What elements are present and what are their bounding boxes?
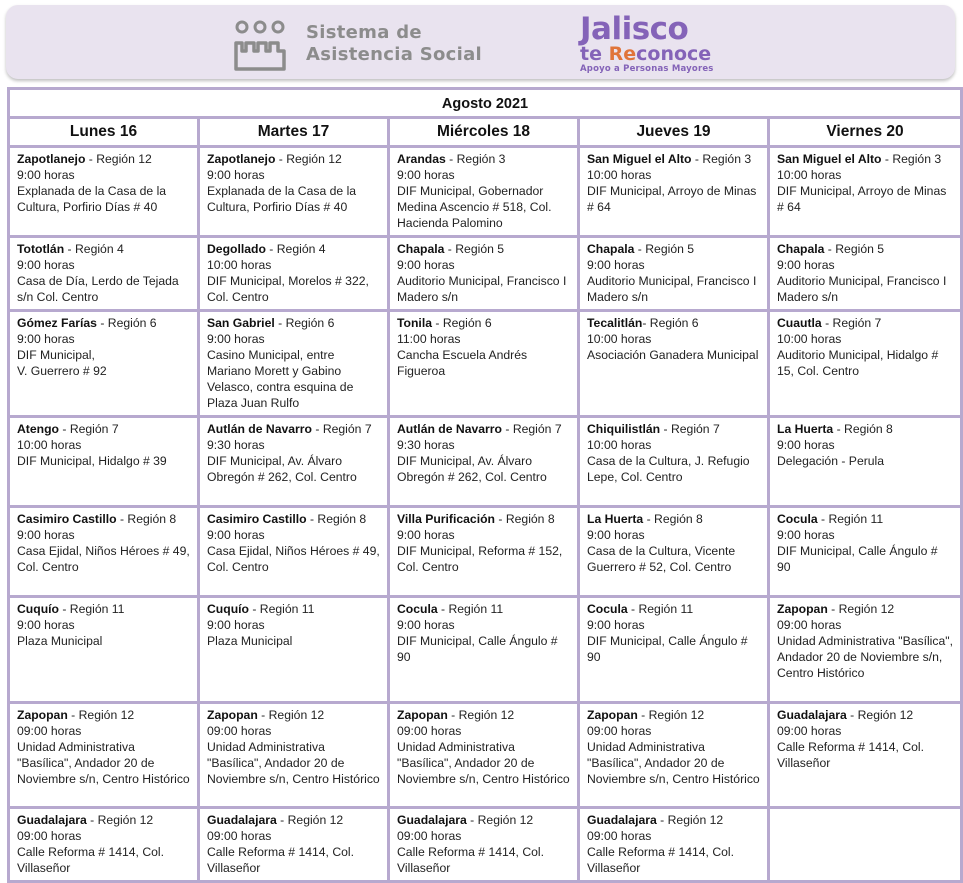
event-location: Auditorio Municipal, Francisco I Madero s/n xyxy=(777,274,947,304)
schedule-cell xyxy=(769,147,962,237)
cell-heading xyxy=(587,421,760,437)
cell-heading xyxy=(17,601,190,617)
cell-heading xyxy=(777,315,953,331)
event-location: Casa Ejidal, Niños Héroes # 49, Col. Centro xyxy=(17,544,190,574)
day-header: Viernes 20 xyxy=(769,118,962,147)
cell-heading xyxy=(207,707,380,723)
event-time: 09:00 horas xyxy=(587,724,652,738)
municipality-name: Casimiro Castillo xyxy=(207,512,307,526)
municipality-name: Arandas xyxy=(397,152,446,166)
event-location: Plaza Municipal xyxy=(207,634,293,648)
event-time: 10:00 horas xyxy=(587,438,652,452)
region-label: - Región 4 xyxy=(265,242,326,256)
schedule-cell xyxy=(579,417,769,507)
schedule-cell xyxy=(769,808,962,882)
region-label: - Región 11 xyxy=(58,602,125,616)
region-label: - Región 6 xyxy=(96,316,157,330)
event-time: 10:00 horas xyxy=(777,168,842,182)
municipality-name: Zapopan xyxy=(587,708,638,722)
table-row xyxy=(9,703,962,808)
municipality-name: Tonila xyxy=(397,316,432,330)
region-label: - Región 8 xyxy=(116,512,177,526)
event-location: Calle Reforma # 1414, Col. Villaseñor xyxy=(397,845,544,875)
event-time: 9:00 horas xyxy=(207,528,265,542)
event-time: 9:00 horas xyxy=(207,332,265,346)
event-time: 10:00 horas xyxy=(587,168,652,182)
schedule-cell xyxy=(199,417,389,507)
event-location: DIF Municipal, Reforma # 152, Col. Centro xyxy=(397,544,563,574)
municipality-name: San Gabriel xyxy=(207,316,275,330)
event-location: Calle Reforma # 1414, Col. Villaseñor xyxy=(207,845,354,875)
region-label: - Región 12 xyxy=(827,602,895,616)
municipality-name: La Huerta xyxy=(777,422,834,436)
municipality-name: La Huerta xyxy=(587,512,644,526)
region-label: - Región 3 xyxy=(691,152,752,166)
region-label: - Región 4 xyxy=(64,242,124,256)
cell-heading xyxy=(777,151,953,167)
municipality-name: Cuautla xyxy=(777,316,822,330)
region-label: - Región 12 xyxy=(447,708,515,722)
schedule-cell xyxy=(769,237,962,311)
region-label: - Región 7 xyxy=(58,422,119,436)
schedule-cell xyxy=(199,703,389,808)
municipality-name: Zapopan xyxy=(777,602,828,616)
event-time: 9:00 horas xyxy=(777,438,835,452)
region-label: - Región 12 xyxy=(637,708,705,722)
table-row xyxy=(9,147,962,237)
event-time: 9:00 horas xyxy=(17,528,75,542)
municipality-name: Cuquío xyxy=(207,602,249,616)
cell-heading xyxy=(207,151,380,167)
region-label: - Región 6 xyxy=(274,316,335,330)
region-label: - Región 11 xyxy=(437,602,504,616)
schedule-cell xyxy=(199,311,389,417)
cell-heading xyxy=(587,315,760,331)
event-location: Auditorio Municipal, Francisco I Madero s/n xyxy=(587,274,757,304)
event-location: DIF Municipal, Av. Álvaro Obregón # 262, Col. Centro xyxy=(207,454,357,484)
schedule-cell xyxy=(769,507,962,597)
event-time: 9:00 horas xyxy=(587,528,645,542)
region-label: - Región 8 xyxy=(643,512,703,526)
event-time: 9:00 horas xyxy=(207,618,265,632)
event-time: 09:00 horas xyxy=(397,829,462,843)
municipality-name: Zapotlanejo xyxy=(17,152,86,166)
brand-sub-highlight: Re xyxy=(608,43,637,65)
cell-heading xyxy=(587,151,760,167)
event-location: DIF Municipal, Arroyo de Minas # 64 xyxy=(587,184,757,214)
cell-heading xyxy=(397,511,570,527)
schedule-cell xyxy=(9,311,199,417)
region-label: - Región 7 xyxy=(821,316,882,330)
event-location: Calle Reforma # 1414, Col. Villaseñor xyxy=(777,740,924,770)
event-time: 9:00 horas xyxy=(17,332,75,346)
cell-heading xyxy=(207,812,380,828)
municipality-name: Tototlán xyxy=(17,242,65,256)
brand-sub-a: te xyxy=(580,43,609,65)
municipality-name: Chiquilistlán xyxy=(587,422,661,436)
event-time: 11:00 horas xyxy=(397,332,461,346)
cell-heading xyxy=(17,241,190,257)
brand-subtitle xyxy=(580,45,740,63)
cell-heading xyxy=(777,601,953,617)
month-row xyxy=(9,89,962,118)
day-header: Miércoles 18 xyxy=(389,118,579,147)
region-label: - Región 12 xyxy=(276,813,344,827)
day-header: Martes 17 xyxy=(199,118,389,147)
org-name-line1: Sistema de xyxy=(306,22,422,43)
cell-heading xyxy=(587,241,760,257)
cell-heading xyxy=(777,511,953,527)
event-location: Explanada de la Casa de la Cultura, Porfirio Días # 40 xyxy=(207,184,357,214)
event-location: Delegación - Perula xyxy=(777,454,885,468)
event-time: 09:00 horas xyxy=(397,724,462,738)
event-time: 9:00 horas xyxy=(587,618,645,632)
organization-name xyxy=(306,22,482,66)
event-location: Unidad Administrativa "Basílica", Andador 20 de Noviembre s/n, Centro Histórico xyxy=(17,740,190,786)
cell-heading xyxy=(777,707,953,723)
region-label: - Región 5 xyxy=(634,242,695,256)
cell-heading xyxy=(17,812,190,828)
schedule-cell xyxy=(389,237,579,311)
cell-heading xyxy=(207,421,380,437)
event-time: 09:00 horas xyxy=(207,724,272,738)
event-location: Calle Reforma # 1414, Col. Villaseñor xyxy=(17,845,164,875)
schedule-cell xyxy=(389,147,579,237)
event-location: Auditorio Municipal, Francisco I Madero s/n xyxy=(397,274,567,304)
cell-heading xyxy=(17,511,190,527)
event-location: Unidad Administrativa "Basílica", Andador 20 de Noviembre s/n, Centro Histórico xyxy=(777,634,953,680)
table-row xyxy=(9,808,962,882)
table-row xyxy=(9,507,962,597)
event-time: 9:00 horas xyxy=(207,168,265,182)
event-location: DIF Municipal, Hidalgo # 39 xyxy=(17,454,167,468)
schedule-cell xyxy=(9,417,199,507)
schedule-cell xyxy=(199,808,389,882)
region-label: - Región 12 xyxy=(85,152,152,166)
event-time: 10:00 horas xyxy=(207,258,272,272)
region-label: - Región 11 xyxy=(817,512,884,526)
region-label: - Región 7 xyxy=(660,422,720,436)
schedule-cell xyxy=(9,597,199,703)
event-location: Plaza Municipal xyxy=(17,634,103,648)
event-location: DIF Municipal, Gobernador Medina Ascencio # 518, Col. Hacienda Palomino xyxy=(397,184,552,230)
event-location: Casa de la Cultura, Vicente Guerrero # 52, Col. Centro xyxy=(587,544,736,574)
month-title: Agosto 2021 xyxy=(9,89,962,118)
schedule-cell xyxy=(199,597,389,703)
event-time: 09:00 horas xyxy=(777,724,842,738)
cell-heading xyxy=(207,511,380,527)
event-time: 9:00 horas xyxy=(777,258,835,272)
event-location: DIF Municipal, Calle Ángulo # 90 xyxy=(397,634,558,664)
municipality-name: Cocula xyxy=(777,512,818,526)
cell-heading xyxy=(587,707,760,723)
cell-heading xyxy=(397,812,570,828)
region-label: - Región 5 xyxy=(824,242,885,256)
event-location: Casino Municipal, entre Mariano Morett y Gabino Velasco, contra esquina de Plaza Juan Rulfo xyxy=(207,348,354,410)
cell-heading xyxy=(17,421,190,437)
table-row xyxy=(9,311,962,417)
region-label: - Región 8 xyxy=(833,422,893,436)
municipality-name: Guadalajara xyxy=(777,708,847,722)
region-label: - Región 6 xyxy=(642,316,699,330)
region-label: - Región 12 xyxy=(846,708,914,722)
event-time: 9:00 horas xyxy=(587,258,645,272)
dif-logo-icon xyxy=(232,19,288,71)
jalisco-brand xyxy=(580,13,740,75)
region-label: - Región 8 xyxy=(495,512,555,526)
region-label: - Región 12 xyxy=(257,708,325,722)
region-label: - Región 8 xyxy=(306,512,367,526)
region-label: - Región 12 xyxy=(67,708,135,722)
event-location: DIF Municipal, Av. Álvaro Obregón # 262, Col. Centro xyxy=(397,454,547,484)
municipality-name: Zapopan xyxy=(397,708,448,722)
region-label: - Región 3 xyxy=(445,152,506,166)
municipality-name: Cuquío xyxy=(17,602,59,616)
event-location: Calle Reforma # 1414, Col. Villaseñor xyxy=(587,845,734,875)
region-label: - Región 7 xyxy=(311,422,372,436)
schedule-table xyxy=(7,87,963,883)
day-header-row xyxy=(9,118,962,147)
region-label: - Región 5 xyxy=(444,242,505,256)
schedule-cell xyxy=(9,237,199,311)
region-label: - Región 12 xyxy=(466,813,534,827)
region-label: - Región 7 xyxy=(501,422,562,436)
schedule-body xyxy=(9,147,962,882)
event-location: Unidad Administrativa "Basílica", Andador 20 de Noviembre s/n, Centro Histórico xyxy=(397,740,570,786)
schedule-cell xyxy=(9,808,199,882)
event-location: Cancha Escuela Andrés Figueroa xyxy=(397,348,528,378)
municipality-name: Atengo xyxy=(17,422,59,436)
cell-heading xyxy=(777,241,953,257)
event-location: Explanada de la Casa de la Cultura, Porfirio Días # 40 xyxy=(17,184,167,214)
event-time: 10:00 horas xyxy=(587,332,652,346)
schedule-cell xyxy=(579,311,769,417)
event-time: 09:00 horas xyxy=(17,829,82,843)
municipality-name: Chapala xyxy=(777,242,825,256)
schedule-cell xyxy=(199,237,389,311)
municipality-name: Degollado xyxy=(207,242,266,256)
municipality-name: Tecalitlán xyxy=(587,316,643,330)
table-row xyxy=(9,597,962,703)
event-location: Casa de la Cultura, J. Refugio Lepe, Col. Centro xyxy=(587,454,750,484)
schedule-cell xyxy=(199,507,389,597)
municipality-name: San Miguel el Alto xyxy=(587,152,692,166)
event-location: DIF Municipal, V. Guerrero # 92 xyxy=(17,348,107,378)
event-time: 9:00 horas xyxy=(17,258,75,272)
municipality-name: Guadalajara xyxy=(207,813,277,827)
event-time: 9:00 horas xyxy=(397,528,455,542)
cell-heading xyxy=(17,707,190,723)
schedule-cell xyxy=(579,147,769,237)
schedule-cell xyxy=(389,311,579,417)
event-location: Auditorio Municipal, Hidalgo # 15, Col. Centro xyxy=(777,348,939,378)
schedule-cell xyxy=(769,597,962,703)
cell-heading xyxy=(587,812,760,828)
event-location: DIF Municipal, Morelos # 322, Col. Centro xyxy=(207,274,369,304)
event-time: 9:00 horas xyxy=(777,528,835,542)
municipality-name: Zapopan xyxy=(207,708,258,722)
event-time: 9:30 horas xyxy=(397,438,455,452)
municipality-name: Zapopan xyxy=(17,708,68,722)
region-label: - Región 12 xyxy=(656,813,724,827)
municipality-name: Chapala xyxy=(397,242,445,256)
municipality-name: Guadalajara xyxy=(397,813,467,827)
brand-tagline: Apoyo a Personas Mayores xyxy=(580,64,714,74)
cell-heading xyxy=(207,315,380,331)
event-time: 09:00 horas xyxy=(17,724,82,738)
event-location: DIF Municipal, Calle Ángulo # 90 xyxy=(777,544,938,574)
municipality-name: Cocula xyxy=(587,602,628,616)
event-time: 10:00 horas xyxy=(17,438,82,452)
schedule-cell xyxy=(389,507,579,597)
municipality-name: Villa Purificación xyxy=(397,512,495,526)
day-header: Jueves 19 xyxy=(579,118,769,147)
schedule-cell xyxy=(579,237,769,311)
event-time: 9:30 horas xyxy=(207,438,265,452)
brand-title: Jalisco xyxy=(580,11,689,47)
municipality-name: Casimiro Castillo xyxy=(17,512,117,526)
municipality-name: Gómez Farías xyxy=(17,316,97,330)
cell-heading xyxy=(397,601,570,617)
schedule-cell xyxy=(389,808,579,882)
municipality-name: San Miguel el Alto xyxy=(777,152,882,166)
event-time: 09:00 horas xyxy=(587,829,652,843)
schedule-cell xyxy=(389,417,579,507)
cell-heading xyxy=(587,511,760,527)
cell-heading xyxy=(17,151,190,167)
event-time: 10:00 horas xyxy=(777,332,842,346)
schedule-cell xyxy=(9,703,199,808)
cell-heading xyxy=(397,241,570,257)
region-label: - Región 6 xyxy=(431,316,492,330)
schedule-cell xyxy=(769,417,962,507)
schedule-cell xyxy=(579,808,769,882)
table-row xyxy=(9,237,962,311)
schedule-cell xyxy=(9,147,199,237)
region-label: - Región 12 xyxy=(275,152,342,166)
cell-heading xyxy=(397,315,570,331)
brand-sub-b: conoce xyxy=(636,43,712,65)
event-time: 9:00 horas xyxy=(397,618,455,632)
municipality-name: Cocula xyxy=(397,602,438,616)
municipality-name: Autlán de Navarro xyxy=(207,422,312,436)
table-row xyxy=(9,417,962,507)
event-time: 9:00 horas xyxy=(17,168,75,182)
municipality-name: Autlán de Navarro xyxy=(397,422,502,436)
event-time: 9:00 horas xyxy=(397,258,455,272)
cell-heading xyxy=(587,601,760,617)
cell-heading xyxy=(17,315,190,331)
event-time: 9:00 horas xyxy=(17,618,75,632)
region-label: - Región 3 xyxy=(881,152,942,166)
schedule-cell xyxy=(579,703,769,808)
event-time: 9:00 horas xyxy=(397,168,455,182)
schedule-cell xyxy=(199,147,389,237)
org-name-line2: Asistencia Social xyxy=(306,44,482,65)
schedule-cell xyxy=(579,597,769,703)
schedule-cell xyxy=(579,507,769,597)
cell-heading xyxy=(397,151,570,167)
event-location: DIF Municipal, Calle Ángulo # 90 xyxy=(587,634,748,664)
cell-heading xyxy=(397,707,570,723)
event-time: 09:00 horas xyxy=(207,829,272,843)
region-label: - Región 11 xyxy=(627,602,694,616)
event-location: Unidad Administrativa "Basílica", Andador 20 de Noviembre s/n, Centro Histórico xyxy=(587,740,760,786)
day-header: Lunes 16 xyxy=(9,118,199,147)
municipality-name: Chapala xyxy=(587,242,635,256)
cell-heading xyxy=(207,241,380,257)
event-location: Casa Ejidal, Niños Héroes # 49, Col. Centro xyxy=(207,544,380,574)
municipality-name: Zapotlanejo xyxy=(207,152,276,166)
event-location: Asociación Ganadera Municipal xyxy=(587,348,759,362)
municipality-name: Guadalajara xyxy=(17,813,87,827)
cell-heading xyxy=(207,601,380,617)
event-location: Casa de Día, Lerdo de Tejada s/n Col. Centro xyxy=(17,274,179,304)
schedule-cell xyxy=(389,597,579,703)
header-banner xyxy=(6,5,955,79)
region-label: - Región 12 xyxy=(86,813,154,827)
event-location: DIF Municipal, Arroyo de Minas # 64 xyxy=(777,184,947,214)
event-location: Unidad Administrativa "Basílica", Andador 20 de Noviembre s/n, Centro Histórico xyxy=(207,740,380,786)
schedule-cell xyxy=(389,703,579,808)
schedule-cell xyxy=(769,311,962,417)
municipality-name: Guadalajara xyxy=(587,813,657,827)
schedule-cell xyxy=(769,703,962,808)
cell-heading xyxy=(777,421,953,437)
region-label: - Región 11 xyxy=(248,602,315,616)
cell-heading xyxy=(397,421,570,437)
schedule-cell xyxy=(9,507,199,597)
event-time: 09:00 horas xyxy=(777,618,842,632)
